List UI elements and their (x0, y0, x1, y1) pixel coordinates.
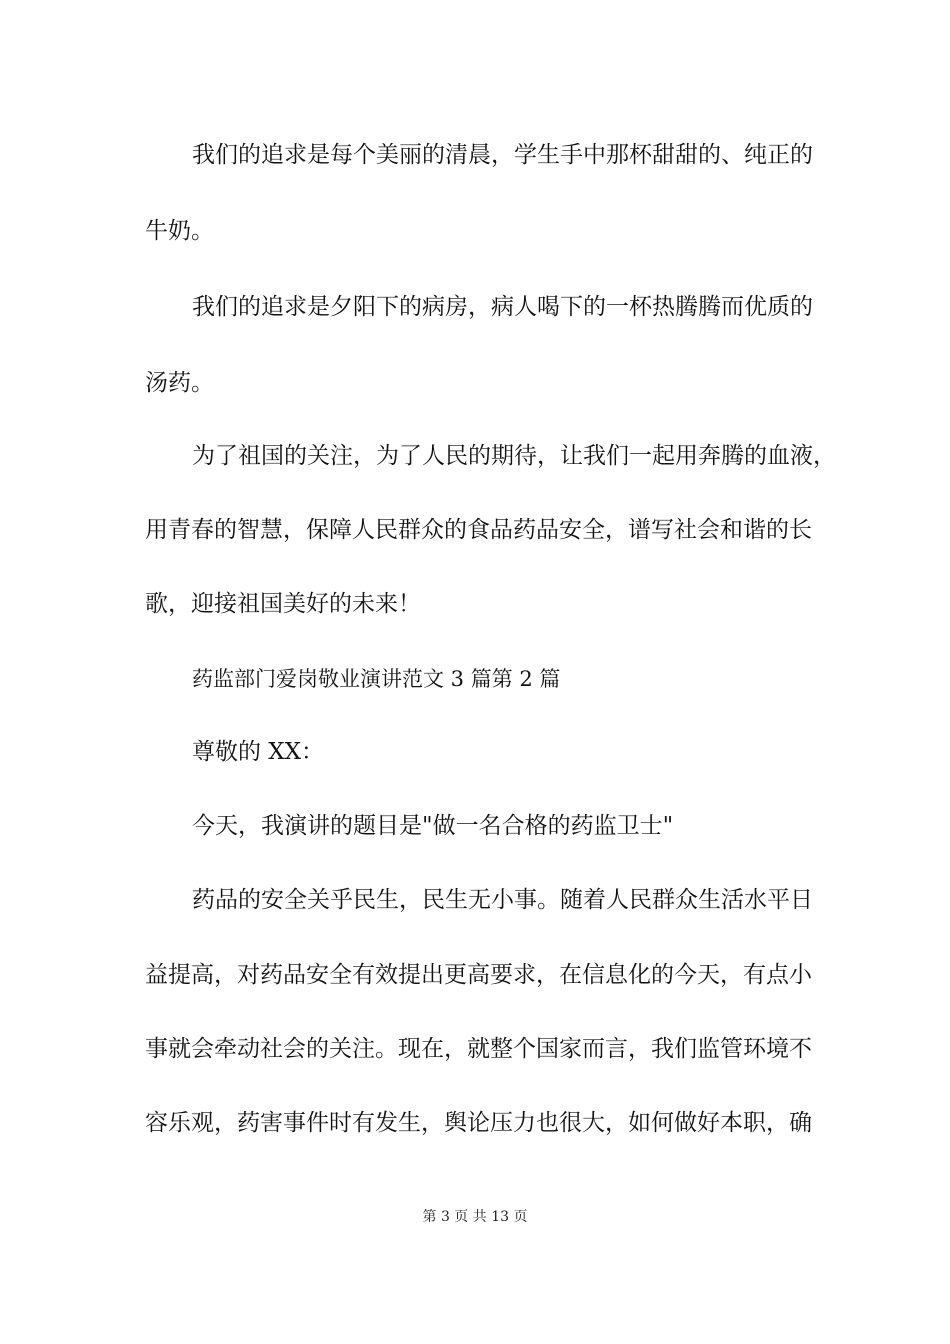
salutation: 尊敬的 XX： (192, 739, 325, 765)
paragraph-line: 牛奶。 (145, 218, 214, 244)
paragraph-line: 我们的追求是每个美丽的清晨，学生手中那杯甜甜的、纯正的 (192, 142, 813, 168)
paragraph-line: 歌，迎接祖国美好的未来！ (145, 591, 421, 617)
paragraph-line: 汤药。 (145, 370, 214, 396)
paragraph-line: 容乐观，药害事件时有发生，舆论压力也很大，如何做好本职，确 (145, 1110, 812, 1136)
paragraph-line: 为了祖国的关注，为了人民的期待，让我们一起用奔腾的血液， (192, 443, 836, 469)
paragraph-line: 我们的追求是夕阳下的病房，病人喝下的一杯热腾腾而优质的 (192, 294, 813, 320)
paragraph-line: 药品的安全关乎民生，民生无小事。随着人民群众生活水平日 (192, 887, 813, 913)
page-footer: 第 3 页 共 13 页 (422, 1209, 528, 1225)
paragraph-line: 事就会牵动社会的关注。现在，就整个国家而言，我们监管环境不 (145, 1036, 812, 1062)
paragraph-line: 益提高，对药品安全有效提出更高要求，在信息化的今天，有点小 (145, 962, 812, 988)
paragraph-line: 用青春的智慧，保障人民群众的食品药品安全，谱写社会和谐的长 (145, 517, 812, 543)
speech-topic: 今天，我演讲的题目是"做一名合格的药监卫士" (192, 813, 674, 839)
section-title: 药监部门爱岗敬业演讲范文 3 篇第 2 篇 (192, 667, 561, 691)
